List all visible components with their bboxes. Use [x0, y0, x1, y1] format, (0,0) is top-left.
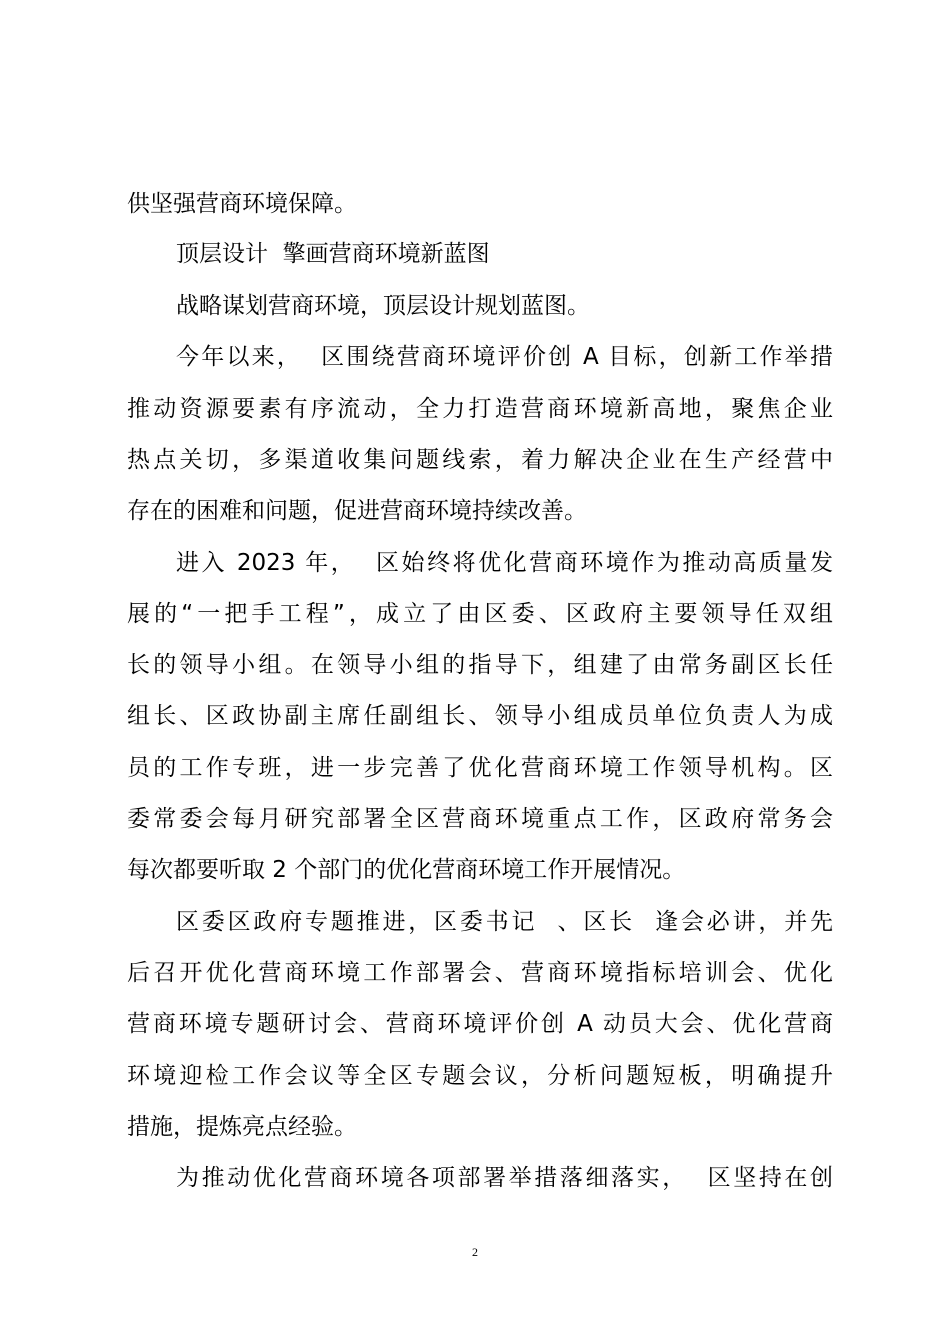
- page-number: 2: [472, 1245, 478, 1259]
- text-line: 热点关切，多渠道收集问题线索，着力解决企业在生产经营中: [127, 447, 833, 473]
- text-line: 为推动优化营商环境各项部署举措落细落实， 区坚持在创: [176, 1165, 833, 1191]
- text-line: 进入 2023 年， 区始终将优化营商环境作为推动高质量发: [176, 550, 833, 576]
- text-line: 员的工作专班，进一步完善了优化营商环境工作领导机构。区: [127, 755, 833, 781]
- text-line: 环境迎检工作会议等全区专题会议，分析问题短板，明确提升: [127, 1063, 833, 1089]
- text-line: 供坚强营商环境保障。: [127, 191, 357, 217]
- text-line: 组长、区政协副主席任副组长、领导小组成员单位负责人为成: [127, 703, 833, 729]
- text-line: 长的领导小组。在领导小组的指导下，组建了由常务副区长任: [127, 652, 833, 678]
- text-line: 战略谋划营商环境，顶层设计规划蓝图。: [176, 293, 590, 319]
- text-line: 委常委会每月研究部署全区营商环境重点工作，区政府常务会: [127, 806, 833, 832]
- text-line: 区委区政府专题推进，区委书记 、区长 逢会必讲，并先: [176, 909, 833, 935]
- text-line: 每次都要听取 2 个部门的优化营商环境工作开展情况。: [127, 857, 686, 883]
- text-line: 今年以来， 区围绕营商环境评价创 A 目标，创新工作举措: [176, 344, 833, 370]
- section-heading: 顶层设计 擎画营商环境新蓝图: [176, 241, 490, 267]
- text-line: 展的“一把手工程”，成立了由区委、区政府主要领导任双组: [127, 601, 833, 627]
- text-line: 存在的困难和问题，促进营商环境持续改善。: [127, 498, 587, 524]
- text-line: 措施，提炼亮点经验。: [127, 1114, 357, 1140]
- text-line: 推动资源要素有序流动，全力打造营商环境新高地，聚焦企业: [127, 396, 833, 422]
- text-line: 营商环境专题研讨会、营商环境评价创 A 动员大会、优化营商: [127, 1011, 833, 1037]
- text-line: 后召开优化营商环境工作部署会、营商环境指标培训会、优化: [127, 960, 833, 986]
